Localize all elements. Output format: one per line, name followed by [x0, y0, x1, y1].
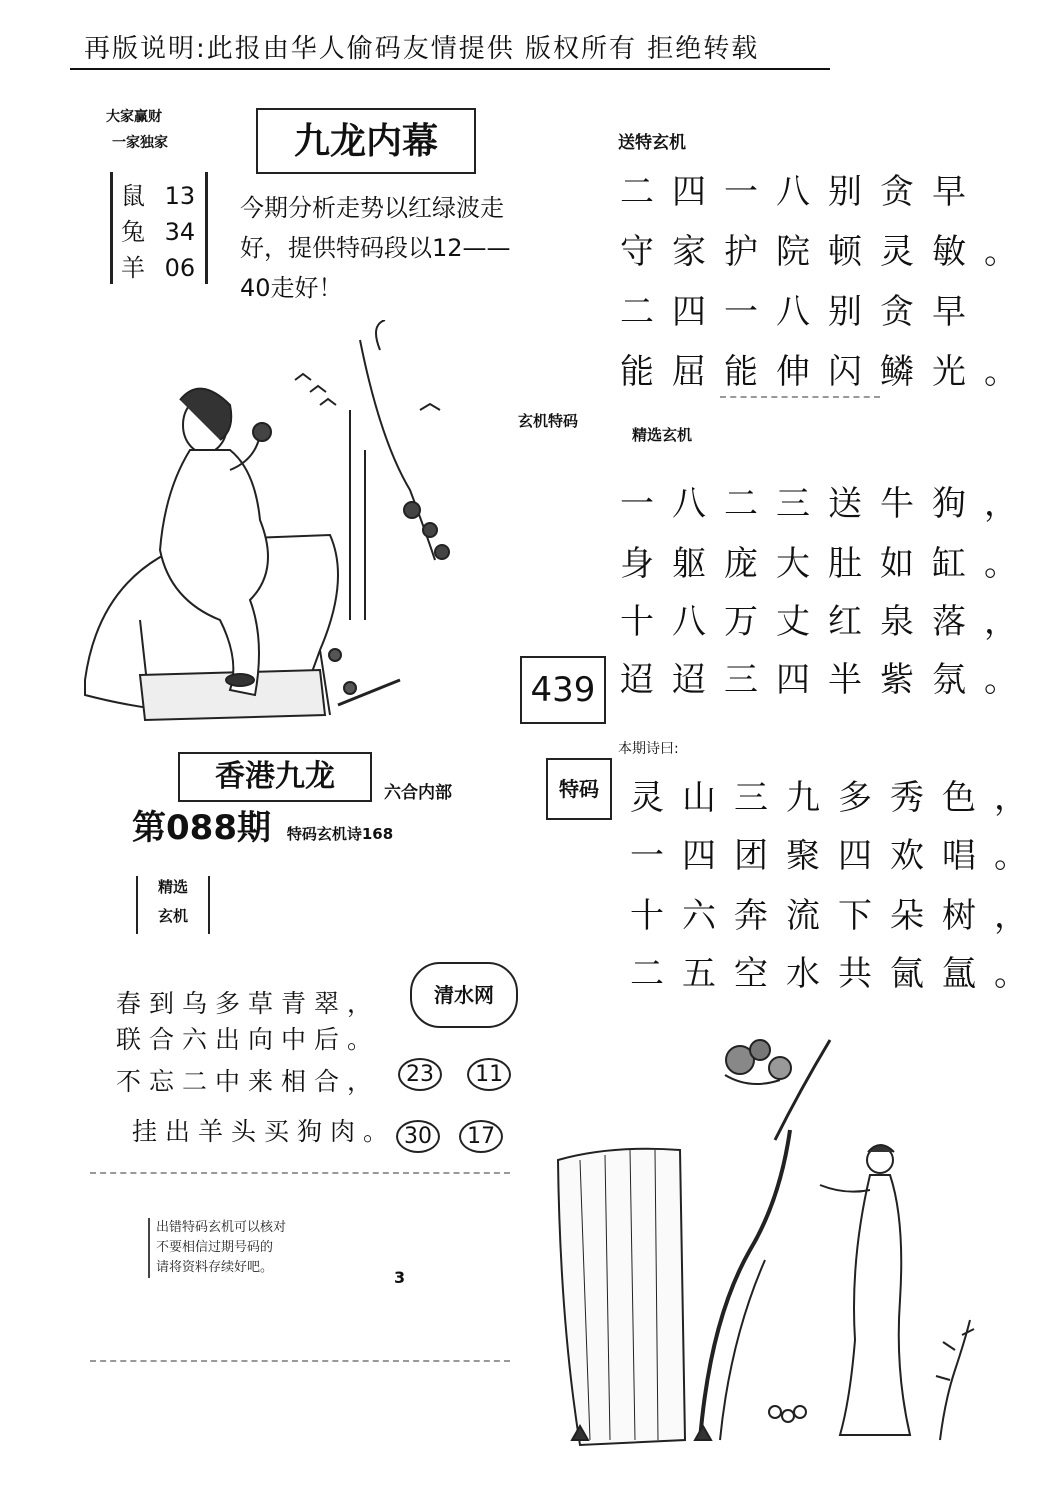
middle-line-4: 迢迢三四半紫氛。: [620, 660, 1036, 700]
zodiac-row: 羊 06: [121, 254, 196, 282]
circled-number: 17: [459, 1120, 503, 1153]
small-stamp-line-1: 大家赢财: [106, 109, 162, 125]
issue-right-small: 六合内部: [384, 783, 452, 803]
middle-line-1: 一八二三送牛狗，: [620, 484, 1036, 524]
number-box: 439: [520, 656, 606, 724]
this-issue-line-3: 十六奔流下朵树，: [630, 896, 1046, 936]
right-top-stamp: 送特玄机: [618, 133, 686, 153]
header-rule: [70, 68, 830, 70]
this-issue-line-4: 二五空水共氤氲。: [630, 954, 1046, 994]
zodiac-row: 兔 34: [121, 218, 196, 246]
this-issue-stamp: 特码: [546, 758, 612, 820]
issue-stamp: 香港九龙: [178, 752, 372, 802]
this-issue-line-1: 灵山三九多秀色，: [630, 778, 1046, 818]
this-issue-line-2: 一四团聚四欢唱。: [630, 836, 1046, 876]
left-poem-stamp: 精选 玄机: [136, 876, 210, 934]
circled-number: 30: [396, 1120, 440, 1153]
small-stamp-line-2: 一家独家: [112, 135, 168, 151]
lady-illustration: [80, 320, 510, 730]
trend-analysis-text: 今期分析走势以红绿波走好，提供特码段以12——40走好！: [240, 194, 511, 302]
circled-number: 11: [467, 1058, 511, 1091]
right-top-line-3: 二四一八别贪早: [620, 292, 984, 332]
title-stamp: 九龙内幕: [256, 108, 476, 174]
middle-line-3: 十八万丈红泉落，: [620, 602, 1036, 642]
this-issue-label: 本期诗曰:: [618, 741, 679, 757]
circled-numbers-row-2: [396, 1120, 503, 1153]
divider: [90, 1172, 510, 1174]
right-top-line-1: 二四一八别贪早: [620, 172, 984, 212]
folding-screen: [558, 1149, 685, 1445]
circled-number: 23: [398, 1058, 442, 1091]
issue-number: 第088期 特码玄机诗168: [132, 808, 394, 848]
lady-tree-illustration: [550, 1020, 1000, 1450]
handwritten-note: 出错特码玄机可以核对 不要相信过期号码的 请将资料存续好吧。: [148, 1218, 416, 1278]
zodiac-number-box: [110, 172, 208, 284]
left-poem-line-3: 不忘二中来相合，: [116, 1067, 381, 1096]
left-poem-line-1: 春到乌多草青翠，: [116, 989, 381, 1018]
badge-stamp: 清水网: [410, 962, 518, 1028]
left-poem-line-2: 联合六出向中后。: [116, 1025, 381, 1054]
middle-stamp: 精选玄机: [632, 426, 693, 444]
divider: [720, 396, 880, 398]
zodiac-row: 鼠 13: [121, 182, 196, 210]
circled-numbers-row-1: [398, 1058, 511, 1091]
right-top-line-4: 能屈能伸闪鳞光。: [620, 352, 1036, 392]
right-top-line-2: 守家护院顿灵敏。: [620, 232, 1036, 272]
divider: [90, 1360, 510, 1362]
left-poem-line-4: 挂出羊头买狗肉。: [132, 1117, 397, 1146]
middle-line-2: 身躯庞大肚如缸。: [620, 544, 1036, 584]
note-tail: 3: [394, 1268, 406, 1287]
copyright-notice: 再版说明:此报由华人偷码友情提供 版权所有 拒绝转载: [84, 34, 760, 64]
side-stamp: 玄机特码: [518, 412, 579, 430]
